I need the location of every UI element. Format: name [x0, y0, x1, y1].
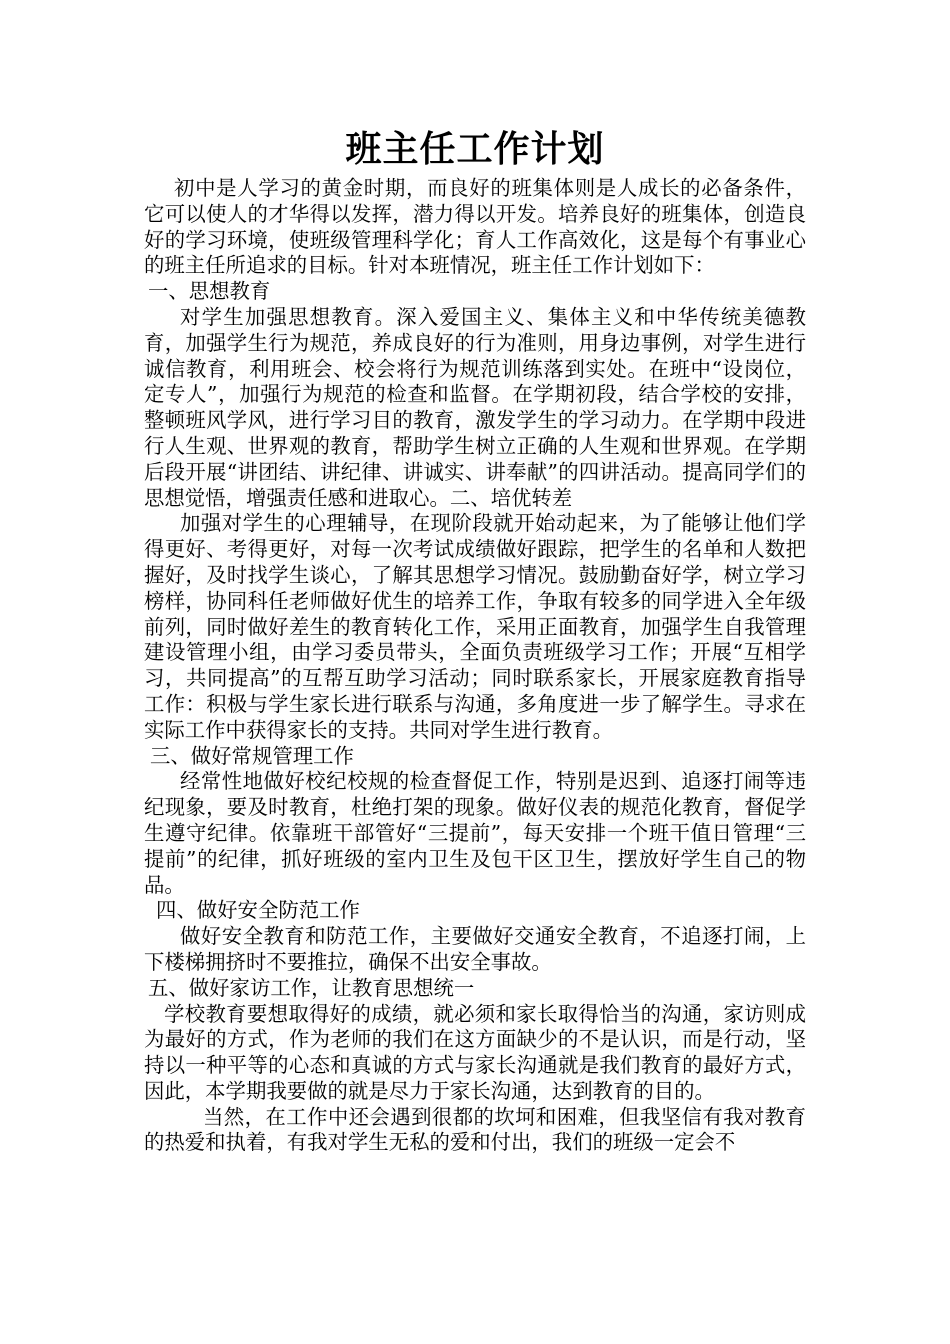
intro-paragraph: 初中是人学习的黄金时期，而良好的班集体则是人成长的必备条件，它可以使人的才华得以发挥，潜力得以开发。培养良好的班集体，创造良好的学习环境，使班级管理科学化；育人工作高效化，这是每个有事业心的班主任所追求的目标。针对本班情况，班主任工作计划如下： — [144, 176, 806, 278]
section-body-4: 做好安全教育和防范工作，主要做好交通安全教育，不追逐打闹，上下楼梯拥挤时不要推拉，确保不出安全事故。 — [144, 924, 806, 974]
section-heading-5: 五、做好家访工作，让教育思想统一 — [148, 975, 475, 1000]
section-heading-1: 一、思想教育 — [148, 279, 271, 304]
section-heading-4: 四、做好安全防范工作 — [156, 898, 360, 923]
section-body-2: 加强对学生的心理辅导，在现阶段就开始动起来，为了能够让他们学得更好、考得更好，对每一次考试成绩做好跟踪，把学生的名单和人数把握好，及时找学生谈心，了解其思想学习情况。鼓励勤奋好学，树立学习榜样，协同科任老师做好优生的培养工作，争取有较多的同学进入全年级前列，同时做好差生的教育转化工作，采用正面教育，加强学生自我管理建设管理小组，由学习委员带头，全面负责班级学习工作；开展“互相学习，共同提高”的互帮互助学习活动；同时联系家长，开展家庭教育指导工作：积极与学生家长进行联系与沟通，多角度进一步了解学生。寻求在实际工作中获得家长的支持。共同对学生进行教育。 — [144, 511, 806, 742]
section-body-1: 对学生加强思想教育。深入爱国主义、集体主义和中华传统美德教育，加强学生行为规范，养成良好的行为准则，用身边事例，对学生进行诚信教育，利用班会、校会将行为规范训练落到实处。在班中“设岗位，定专人”，加强行为规范的检查和监督。在学期初段，结合学校的安排，整顿班风学风，进行学习目的教育，激发学生的学习动力。在学期中段进行人生观、世界观的教育，帮助学生树立正确的人生观和世界观。在学期后段开展“讲团结、讲纪律、讲诚实、讲奉献”的四讲活动。提高同学们的思想觉悟，增强责任感和进取心。二、培优转差 — [144, 304, 806, 510]
document-title: 班主任工作计划 — [345, 129, 605, 170]
section-body-5: 学校教育要想取得好的成绩，就必须和家长取得恰当的沟通，家访则成为最好的方式，作为老师的我们在这方面缺少的不是认识，而是行动，坚持以一种平等的心态和真诚的方式与家长沟通就是我们教育的最好方式，因此，本学期我要做的就是尽力于家长沟通，达到教育的目的。 — [144, 1001, 806, 1103]
document-body — [144, 176, 806, 1156]
section-body-3: 经常性地做好校纪校规的检查督促工作，特别是迟到、追逐打闹等违纪现象，要及时教育，杜绝打架的现象。做好仪表的规范化教育，督促学生遵守纪律。依靠班干部管好“三提前”，每天安排一个班干值日管理“三提前”的纪律，抓好班级的室内卫生及包干区卫生，摆放好学生自己的物品。 — [144, 769, 806, 897]
closing-paragraph: 当然，在工作中还会遇到很都的坎坷和困难，但我坚信有我对教育的热爱和执着，有我对学生无私的爱和付出，我们的班级一定会不 — [144, 1104, 806, 1155]
section-heading-3: 三、做好常规管理工作 — [150, 743, 354, 768]
